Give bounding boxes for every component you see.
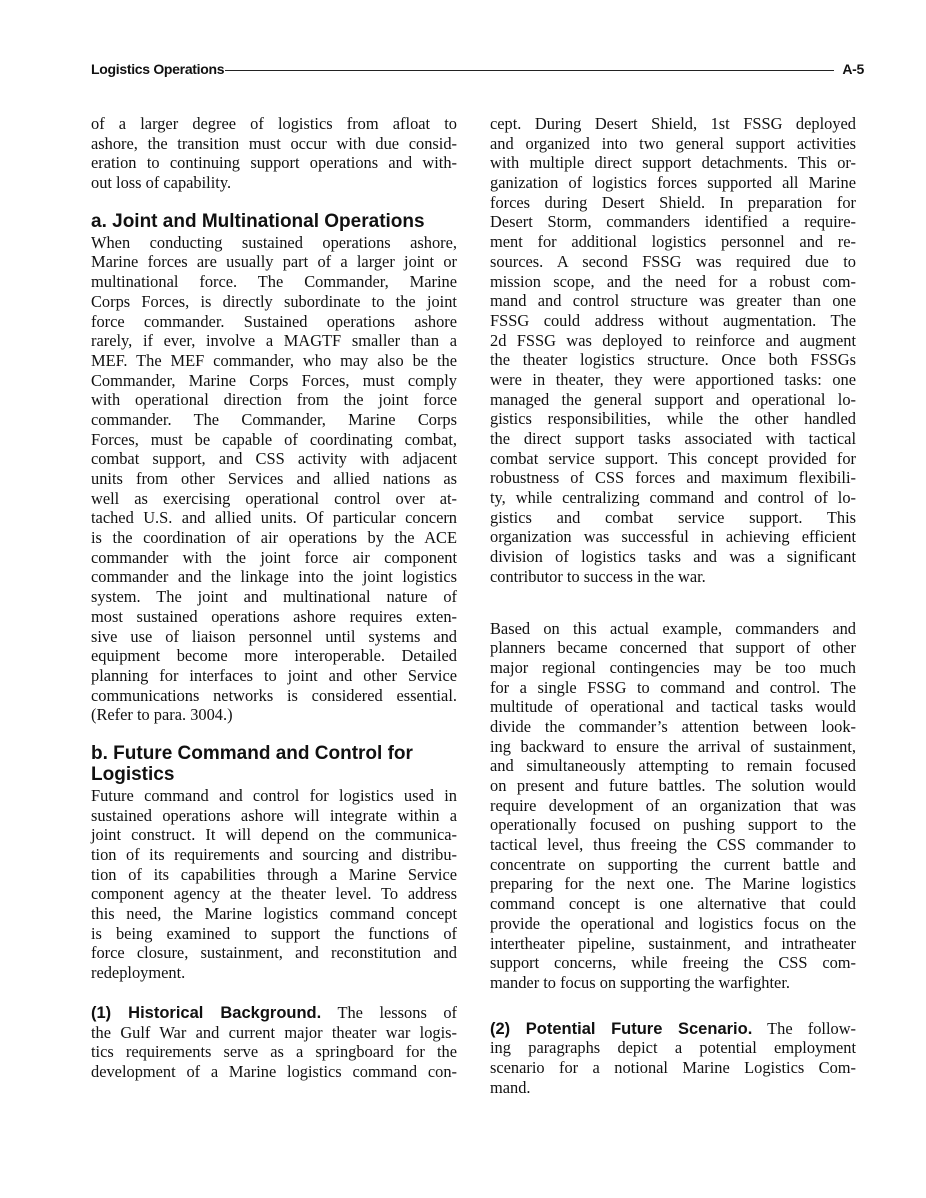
text-line: When conducting sustained operations ashore, (91, 232, 457, 252)
page-number: A-5 (842, 61, 864, 77)
text-line: this need, the Marine logistics command concept (91, 904, 457, 924)
text-line: mand. (490, 1077, 531, 1097)
text-line: intertheater pipeline, sustainment, and intratheater (490, 933, 856, 953)
section-a-heading: a. Joint and Multinational Operations (91, 210, 425, 232)
text-line: force commander. Sustained operations ashore (91, 311, 457, 331)
section-a-paragraph (91, 233, 457, 725)
text-line: the direct support tasks associated with tactical (490, 429, 856, 448)
text-line: redeployment. (91, 963, 186, 983)
text-line: is the coordination of air operations by the ACE (91, 528, 457, 548)
text-line: with multiple direct support detachments. This or- (490, 153, 856, 173)
subsection-1-heading: (1) Historical Background. (91, 1003, 322, 1022)
text-line: combat support, and CSS activity with adjacent (91, 449, 457, 469)
text-line: planners became concerned that support of other (490, 638, 856, 658)
text-run: The lessons of (321, 1002, 457, 1022)
text-line: contributor to success in the war. (490, 566, 706, 586)
text-line: ty, while centralizing command and control of lo- (490, 488, 856, 508)
subsection-2-heading: (2) Potential Future Scenario. (490, 1019, 753, 1038)
text-line: 2d FSSG was deployed to reinforce and augment (490, 330, 856, 350)
text-line: robustness of CSS forces and maximum flexibili- (490, 468, 856, 488)
text-line: mission scope, and the need for a robust com- (490, 271, 856, 291)
left-column (91, 114, 457, 1082)
text-line: for a single FSSG to command and control. The (490, 677, 856, 697)
text-line: managed the general support and operational lo- (490, 389, 856, 409)
text-line: most sustained operations ashore requires exten- (91, 606, 457, 626)
text-line: MEF. The MEF commander, who may also be the (91, 350, 457, 370)
text-line: with operational direction from the joint force (91, 390, 457, 410)
text-line: commander. The Commander, Marine Corps (91, 409, 457, 429)
text-line: concentrate on supporting the current battle and (490, 854, 856, 874)
text-line (490, 1019, 856, 1039)
text-line: communications networks is considered essential. (91, 685, 457, 705)
text-line: sustained operations ashore will integrate within a (91, 805, 457, 825)
text-line: mand and control structure was greater than one (490, 291, 856, 311)
text-line: is being examined to support the functions of (91, 923, 457, 943)
text-line: of a larger degree of logistics from afloat to (91, 114, 457, 133)
text-line: on present and future battles. The solution would (490, 776, 856, 795)
based-on-example-paragraph (490, 619, 856, 993)
section-b-heading (91, 743, 457, 785)
text-line: organization was successful in achieving efficient (490, 527, 856, 547)
text-line: ashore, the transition must occur with due consid- (91, 133, 457, 153)
text-line: mander to focus on supporting the warfighter. (490, 972, 790, 992)
historical-paragraph-continued (490, 114, 856, 587)
text-line: system. The joint and multinational nature of (91, 587, 457, 607)
text-line: well as exercising operational control over at- (91, 488, 457, 508)
text-line: force closure, sustainment, and reconstitution and (91, 943, 457, 963)
text-line: tached U.S. and allied units. Of particular concern (91, 508, 457, 528)
text-line: Marine forces are usually part of a larger joint or (91, 252, 457, 272)
text-line: and simultaneously attempting to remain focused (490, 756, 856, 776)
text-line: tion of its capabilities through a Marine Service (91, 864, 457, 884)
text-line: combat service support. This concept provided for (490, 448, 856, 468)
text-line: gistics responsibilities, while the other handled (490, 409, 856, 429)
text-line: eration to continuing support operations and with- (91, 153, 457, 173)
text-line: Desert Storm, commanders identified a require- (490, 212, 856, 232)
running-header (91, 59, 864, 79)
text-line: Future command and control for logistics used in (91, 785, 457, 805)
header-title: Logistics Operations (91, 61, 225, 77)
text-line: cept. During Desert Shield, 1st FSSG deployed (490, 114, 856, 133)
text-line: sources. A second FSSG was required due to (490, 251, 856, 271)
text-line: ment for additional logistics personnel and re- (490, 232, 856, 252)
subsection-2-paragraph (490, 1019, 856, 1098)
text-line: equipment become more interoperable. Detailed (91, 646, 457, 666)
text-line: forces during Desert Shield. In preparation for (490, 192, 856, 212)
text-line: scenario for a notional Marine Logistics Com- (490, 1057, 856, 1077)
text-line: commander and the linkage into the joint logistics (91, 567, 457, 587)
text-line: FSSG could address without augmentation. The (490, 310, 856, 330)
header-rule (225, 70, 834, 71)
text-line: the Gulf War and current major theater war logis- (91, 1022, 457, 1042)
text-line: provide the operational and logistics focus on the (490, 913, 856, 933)
text-line (91, 1003, 457, 1023)
text-line: multitude of operational and tactical tasks would (490, 697, 856, 717)
intro-paragraph (91, 114, 457, 193)
text-line: division of logistics tasks and was a significant (490, 547, 856, 567)
text-line: were in theater, they were apportioned tasks: one (490, 369, 856, 389)
text-line: joint construct. It will depend on the communica- (91, 825, 457, 845)
text-line: require development of an organization that was (490, 795, 856, 815)
text-line: planning for interfaces to joint and other Service (91, 665, 457, 685)
text-line: tactical level, thus freeing the CSS commander to (490, 835, 856, 855)
right-column (490, 114, 856, 1097)
text-line: Based on this actual example, commanders and (490, 618, 856, 638)
text-line: tics requirements serve as a springboard for the (91, 1042, 457, 1062)
text-line: tion of its requirements and sourcing and distribu- (91, 845, 457, 864)
text-line: development of a Marine logistics command con- (91, 1061, 457, 1081)
text-line: units from other Services and allied nations as (91, 469, 457, 488)
text-line: Forces, must be capable of coordinating combat, (91, 429, 457, 449)
text-line: major regional contingencies may be too much (490, 657, 856, 677)
text-line: ing paragraphs depict a potential employment (490, 1038, 856, 1058)
text-line: component agency at the theater level. To address (91, 884, 457, 904)
text-run: The follow- (752, 1018, 856, 1038)
text-line: out loss of capability. (91, 173, 232, 193)
section-b-paragraph (91, 786, 457, 983)
text-line: operationally focused on pushing support to the (490, 815, 856, 835)
text-line: ganization of logistics forces supported all Marine (490, 173, 856, 193)
text-line: commander with the joint force air component (91, 547, 457, 567)
subsection-1-paragraph (91, 1003, 457, 1082)
text-line: Corps Forces, is directly subordinate to the joint (91, 291, 457, 311)
section-b-heading-line2: Logistics (91, 763, 175, 785)
text-line: preparing for the next one. The Marine logistics (490, 874, 856, 894)
text-line: divide the commander’s attention between look- (490, 716, 856, 736)
text-line: ing backward to ensure the arrival of sustainment, (490, 736, 856, 756)
text-line: multinational force. The Commander, Marine (91, 272, 457, 292)
section-b-heading-line1: b. Future Command and Control for (91, 742, 413, 764)
text-line: support concerns, while freeing the CSS com- (490, 953, 856, 973)
text-line: and organized into two general support activities (490, 133, 856, 153)
text-line: command concept is one alternative that could (490, 894, 856, 914)
text-line: sive use of liaison personnel until systems and (91, 626, 457, 646)
text-line: gistics and combat service support. This (490, 507, 856, 527)
text-line: rarely, if ever, involve a MAGTF smaller than a (91, 331, 457, 351)
text-line: the theater logistics structure. Once both FSSGs (490, 350, 856, 370)
text-line: Commander, Marine Corps Forces, must comply (91, 370, 457, 390)
text-line: (Refer to para. 3004.) (91, 705, 233, 725)
